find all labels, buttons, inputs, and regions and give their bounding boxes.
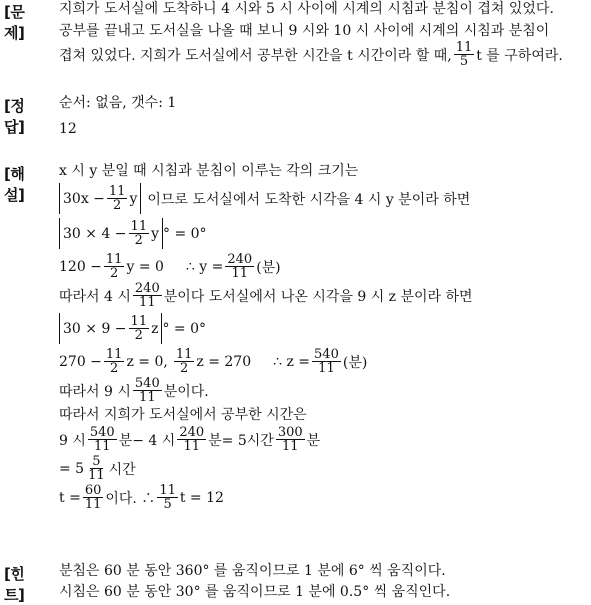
problem-line-3 (59, 41, 587, 68)
denominator: 2 (113, 198, 122, 213)
expr-text: 30 × 9 − (63, 320, 127, 337)
absolute-value (59, 313, 162, 344)
hint-body (59, 562, 587, 602)
solution-line-1: x 시 y 분일 때 시침과 분침이 이루는 각의 크기는 (59, 163, 359, 179)
numerator: 11 (105, 252, 123, 267)
denominator: 2 (110, 361, 119, 376)
problem-line-3-text: 겹쳐 있었다. 지희가 도서실에서 공부한 시간을 t 시간이라 할 때, (59, 47, 452, 64)
answer-tag: [정답] (4, 97, 25, 136)
problem-tag: [문제] (4, 3, 25, 42)
denominator: 11 (139, 390, 156, 405)
fraction (157, 484, 178, 511)
solution-line-12 (59, 484, 587, 511)
hint-tag: [힌트] (4, 565, 25, 604)
absolute-value (59, 183, 141, 214)
hint-line-2: 시침은 60 분 동안 30° 를 움직이므로 1 분에 0.5° 씩 움직인다. (59, 584, 451, 600)
solution-line-3 (59, 218, 587, 249)
expr-text: 30x − (63, 190, 105, 207)
solution-line-5 (59, 282, 587, 309)
denominator: 11 (281, 439, 299, 454)
problem-line-3-end: t 를 구하여라. (476, 47, 563, 64)
fraction (88, 426, 117, 453)
numerator: 240 (134, 281, 160, 296)
hint-line-1: 분침은 60 분 동안 360° 를 움직이므로 1 분에 6° 씩 움직이다. (59, 563, 446, 579)
numerator: 11 (159, 483, 176, 498)
numerator: 11 (175, 347, 193, 362)
fraction (174, 348, 195, 375)
expr-text: ∴ y = (185, 258, 224, 275)
fraction (104, 348, 125, 375)
numerator: 540 (314, 347, 339, 362)
denominator: 2 (110, 266, 119, 281)
expr-text: t = (59, 489, 81, 506)
fraction (454, 41, 475, 68)
expr-text: 분 (306, 432, 321, 449)
denominator: 5 (163, 497, 172, 512)
solution-line-2 (59, 183, 587, 214)
fraction (225, 253, 254, 280)
numerator: 11 (130, 219, 148, 234)
numerator: 240 (227, 252, 253, 267)
expr-text: 시간 (108, 461, 136, 478)
expr-text: 따라서 9 시 (59, 383, 131, 400)
fraction (177, 426, 206, 453)
absolute-value (59, 218, 163, 249)
expr-text: 따라서 4 시 (59, 288, 131, 305)
expr-text: 분= 5시간 (208, 432, 274, 449)
answer-line-1: 순서: 없음, 갯수: 1 (59, 95, 177, 111)
numerator: 240 (179, 425, 205, 440)
problem-line-2: 공부를 끝내고 도서실을 나올 때 보니 9 시와 10 시 사이에 시계의 시침과 분침이 (59, 23, 550, 39)
expr-text: 분이다 도서실에서 나온 시각을 9 시 z 분이라 하면 (163, 288, 473, 305)
expr-text: z = 270 (196, 353, 252, 370)
expr-text: 270 − (59, 353, 102, 370)
solution-line-6 (59, 313, 587, 344)
fraction (107, 185, 128, 212)
fraction (129, 220, 150, 247)
answer-body (59, 94, 587, 139)
expr-var: y (151, 225, 160, 242)
numerator: 11 (130, 314, 148, 329)
expr-text: z = 0, (126, 353, 168, 370)
expr-text: 이므로 도서실에서 도착한 시각을 4 시 y 분이라 하면 (147, 191, 471, 208)
numerator: 540 (89, 425, 115, 440)
denominator: 2 (179, 361, 189, 376)
fraction (86, 455, 107, 482)
solution-line-9: 따라서 지희가 도서실에서 공부한 시간은 (59, 407, 307, 423)
denominator: 11 (231, 266, 249, 281)
denominator: 11 (88, 468, 105, 483)
expr-text: 120 − (59, 258, 102, 275)
expr-text: ° = 0° (163, 225, 207, 242)
answer-line-2: 12 (59, 121, 77, 137)
numerator: 5 (92, 454, 101, 469)
fraction (104, 253, 125, 280)
solution-line-4 (59, 253, 587, 280)
denominator: 11 (94, 439, 111, 454)
denominator: 2 (134, 233, 143, 248)
expr-text: y = 0 (126, 258, 164, 275)
expr-text: (분) (256, 259, 281, 276)
fraction (133, 377, 162, 404)
expr-text: = 5 (59, 460, 85, 477)
expr-text: ° = 0° (162, 320, 207, 337)
denominator: 11 (139, 295, 156, 310)
denominator: 5 (459, 54, 469, 69)
expr-text: 분이다. (163, 383, 209, 400)
denominator: 11 (318, 361, 335, 376)
fraction (83, 484, 104, 511)
solution-body (59, 162, 587, 511)
numerator: 11 (455, 40, 473, 55)
expr-text: ∴ z = (273, 353, 311, 370)
numerator: 11 (108, 184, 126, 199)
numerator: 11 (105, 347, 123, 362)
problem-body (59, 0, 587, 68)
problem-line-1: 지희가 도서실에 도착하니 4 시와 5 시 사이에 시계의 시침과 분침이 겹쳐 있었다. (59, 1, 554, 17)
solution-line-11 (59, 455, 587, 482)
expr-text: (분) (342, 354, 368, 371)
numerator: 60 (84, 483, 102, 498)
expr-text: 분− 4 시 (118, 432, 176, 449)
numerator: 300 (277, 425, 303, 440)
numerator: 540 (134, 376, 160, 391)
expr-text: t = 12 (179, 489, 224, 506)
fraction (276, 426, 305, 453)
expr-var: y (129, 190, 138, 207)
expr-text: 30 × 4 − (63, 225, 127, 242)
fraction (312, 348, 341, 375)
solution-tag: [해설] (4, 165, 25, 204)
solution-line-10 (59, 426, 587, 453)
denominator: 2 (134, 328, 143, 343)
solution-line-8 (59, 377, 587, 404)
expr-text: 이다. ∴ (105, 490, 156, 507)
expr-var: z (151, 320, 159, 337)
expr-text: 9 시 (59, 432, 86, 449)
fraction (129, 315, 150, 342)
denominator: 11 (183, 439, 200, 454)
denominator: 11 (84, 497, 102, 512)
solution-line-7 (59, 348, 587, 375)
fraction (133, 282, 162, 309)
